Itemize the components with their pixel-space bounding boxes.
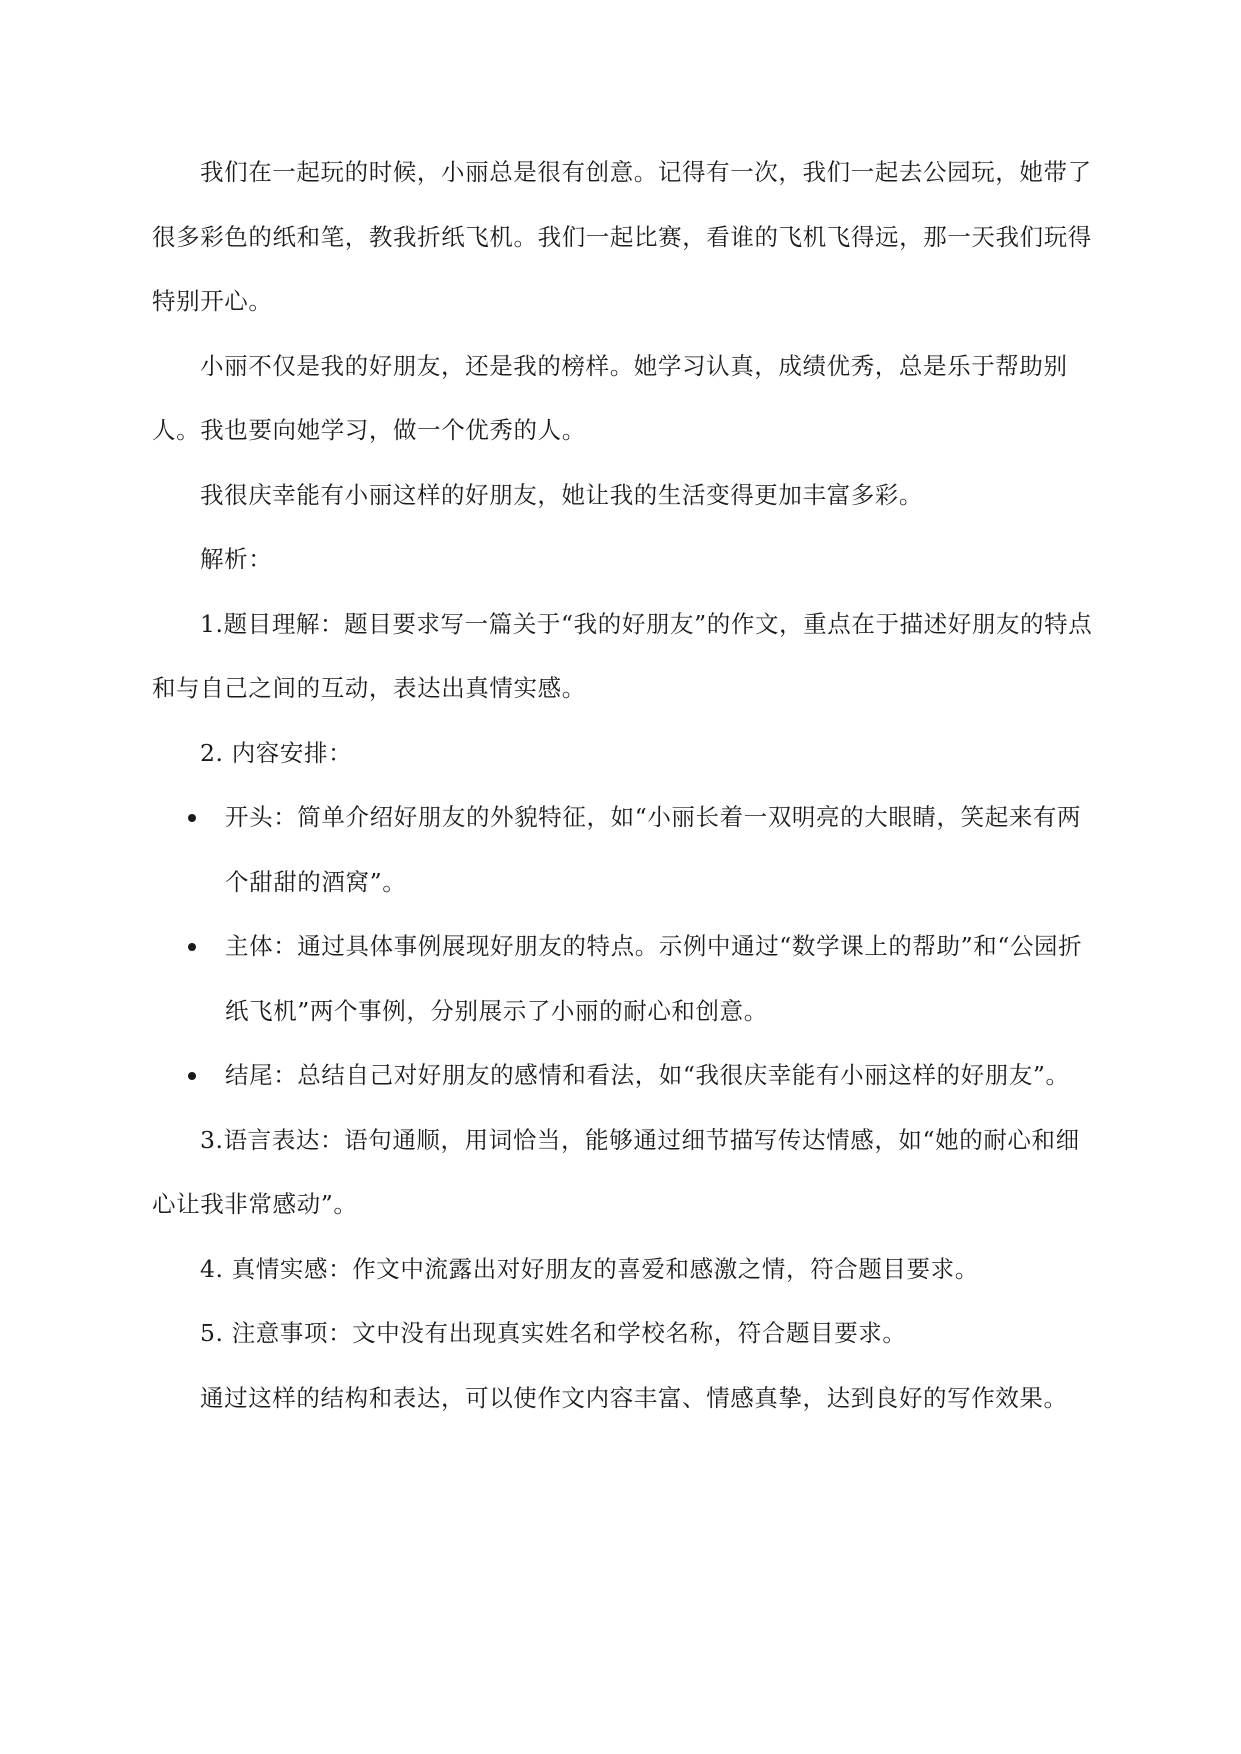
list-item-ending bbox=[152, 1043, 1097, 1108]
content-arrangement-list bbox=[152, 785, 1097, 1108]
analysis-item-2: 2. 内容安排： bbox=[200, 738, 353, 767]
bullet-icon bbox=[188, 814, 196, 822]
analysis-item-5: 5. 注意事项：文中没有出现真实姓名和学校名称，符合题目要求。 bbox=[200, 1319, 907, 1347]
closing-paragraph: 通过这样的结构和表达，可以使作文内容丰富、情感真挚，达到良好的写作效果。 bbox=[200, 1383, 1068, 1412]
paragraph-role-model: 小丽不仅是我的好朋友，还是我的榜样。她学习认真，成绩优秀，总是乐于帮助别人。我也要向她学习，做一个优秀的人。 bbox=[152, 351, 1068, 444]
analysis-heading: 解析： bbox=[200, 545, 273, 573]
list-item-text: 开头：简单介绍好朋友的外貌特征，如“小丽长着一双明亮的大眼睛，笑起来有两个甜甜的酒窝”。 bbox=[225, 803, 1082, 896]
bullet-icon bbox=[188, 943, 196, 951]
analysis-item-1: 1.题目理解：题目要求写一篇关于“我的好朋友”的作文，重点在于描述好朋友的特点和与自己之间的互动，表达出真情实感。 bbox=[152, 609, 1093, 702]
list-item-body bbox=[152, 914, 1097, 1043]
document-body bbox=[152, 140, 1097, 1430]
paragraph-creativity: 我们在一起玩的时候，小丽总是很有创意。记得有一次，我们一起去公园玩，她带了很多彩色的纸和笔，教我折纸飞机。我们一起比赛，看谁的飞机飞得远，那一天我们玩得特别开心。 bbox=[152, 158, 1092, 315]
list-item-opening bbox=[152, 785, 1097, 914]
bullet-icon bbox=[188, 1072, 196, 1080]
analysis-item-3: 3.语言表达：语句通顺，用词恰当，能够通过细节描写传达情感，如“她的耐心和细心让我非常感动”。 bbox=[152, 1125, 1080, 1218]
list-item-text: 主体：通过具体事例展现好朋友的特点。示例中通过“数学课上的帮助”和“公园折纸飞机”两个事例，分别展示了小丽的耐心和创意。 bbox=[225, 932, 1083, 1025]
analysis-item-4: 4. 真情实感：作文中流露出对好朋友的喜爱和感激之情，符合题目要求。 bbox=[200, 1254, 979, 1283]
paragraph-conclusion: 我很庆幸能有小丽这样的好朋友，她让我的生活变得更加丰富多彩。 bbox=[200, 480, 923, 509]
list-item-text: 结尾：总结自己对好朋友的感情和看法，如“我很庆幸能有小丽这样的好朋友”。 bbox=[225, 1061, 1070, 1089]
